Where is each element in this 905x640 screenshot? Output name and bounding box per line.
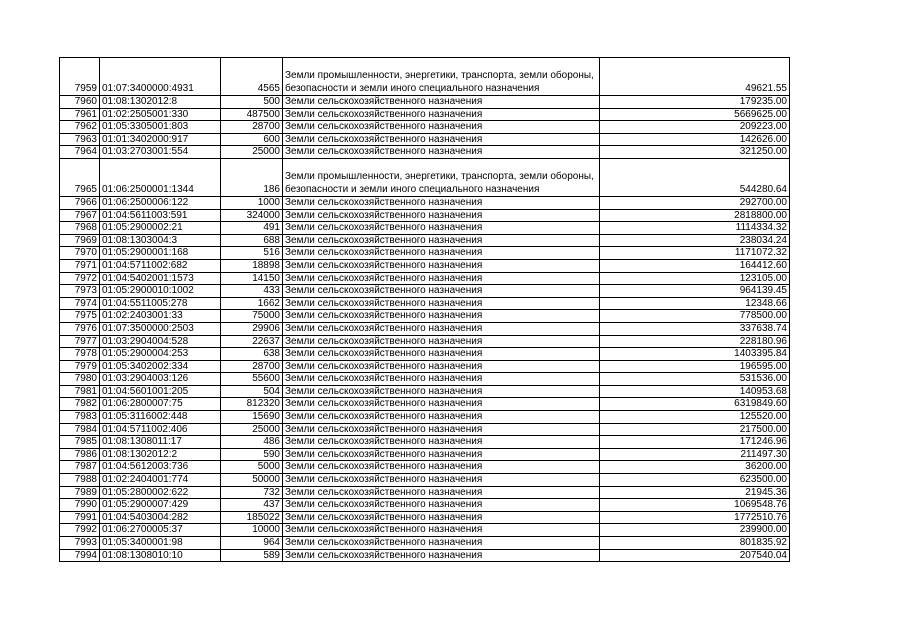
row-number-cell: 7959 xyxy=(60,58,100,96)
table-row xyxy=(60,335,790,348)
cadastral-number-cell: 01:04:5612003:736 xyxy=(100,461,221,474)
table-row xyxy=(60,511,790,524)
land-category-cell: Земли сельскохозяйственного назначения xyxy=(283,272,600,285)
cadastral-value-cell: 196595.00 xyxy=(600,360,790,373)
area-cell: 516 xyxy=(221,247,283,260)
land-category-cell: Земли сельскохозяйственного назначения xyxy=(283,196,600,209)
area-cell: 55600 xyxy=(221,373,283,386)
cadastral-value-cell: 123105.00 xyxy=(600,272,790,285)
cadastral-value-cell: 337638.74 xyxy=(600,322,790,335)
land-category-cell: Земли сельскохозяйственного назначения xyxy=(283,486,600,499)
table-row xyxy=(60,310,790,323)
land-category-cell: Земли сельскохозяйственного назначения xyxy=(283,146,600,159)
row-number-cell: 7971 xyxy=(60,259,100,272)
area-cell: 504 xyxy=(221,385,283,398)
cadastral-value-cell: 544280.64 xyxy=(600,158,790,196)
cadastral-value-cell: 6319849.60 xyxy=(600,398,790,411)
cadastral-number-cell: 01:05:2900007:429 xyxy=(100,499,221,512)
land-category-cell: Земли сельскохозяйственного назначения xyxy=(283,385,600,398)
area-cell: 10000 xyxy=(221,524,283,537)
row-number-cell: 7964 xyxy=(60,146,100,159)
cadastral-number-cell: 01:03:2904004:528 xyxy=(100,335,221,348)
cadastral-number-cell: 01:03:2904003:126 xyxy=(100,373,221,386)
land-category-cell: Земли сельскохозяйственного назначения xyxy=(283,335,600,348)
land-category-cell: Земли сельскохозяйственного назначения xyxy=(283,297,600,310)
row-number-cell: 7984 xyxy=(60,423,100,436)
cadastral-value-cell: 228180.96 xyxy=(600,335,790,348)
row-number-cell: 7963 xyxy=(60,133,100,146)
cadastral-value-cell: 209223.00 xyxy=(600,121,790,134)
row-number-cell: 7979 xyxy=(60,360,100,373)
land-category-cell: Земли сельскохозяйственного назначения xyxy=(283,234,600,247)
cadastral-number-cell: 01:06:2700005:37 xyxy=(100,524,221,537)
area-cell: 28700 xyxy=(221,121,283,134)
area-cell: 638 xyxy=(221,348,283,361)
table-row xyxy=(60,196,790,209)
row-number-cell: 7968 xyxy=(60,222,100,235)
cadastral-number-cell: 01:05:2900010:1002 xyxy=(100,285,221,298)
row-number-cell: 7985 xyxy=(60,436,100,449)
land-category-cell: Земли сельскохозяйственного назначения xyxy=(283,222,600,235)
land-category-cell: Земли сельскохозяйственного назначения xyxy=(283,436,600,449)
cadastral-number-cell: 01:04:5601001:205 xyxy=(100,385,221,398)
cadastral-number-cell: 01:02:2505001:330 xyxy=(100,108,221,121)
cadastral-value-cell: 21945.36 xyxy=(600,486,790,499)
row-number-cell: 7967 xyxy=(60,209,100,222)
table-row xyxy=(60,348,790,361)
cadastral-value-cell: 125520.00 xyxy=(600,411,790,424)
area-cell: 4565 xyxy=(221,58,283,96)
row-number-cell: 7974 xyxy=(60,297,100,310)
cadastral-value-cell: 179235.00 xyxy=(600,96,790,109)
cadastral-number-cell: 01:04:5611003:591 xyxy=(100,209,221,222)
area-cell: 22637 xyxy=(221,335,283,348)
row-number-cell: 7993 xyxy=(60,537,100,550)
area-cell: 185022 xyxy=(221,511,283,524)
area-cell: 75000 xyxy=(221,310,283,323)
row-number-cell: 7982 xyxy=(60,398,100,411)
land-category-cell: Земли сельскохозяйственного назначения xyxy=(283,373,600,386)
table-row xyxy=(60,474,790,487)
cadastral-value-cell: 1069548.76 xyxy=(600,499,790,512)
row-number-cell: 7965 xyxy=(60,158,100,196)
cadastral-number-cell: 01:04:5711002:406 xyxy=(100,423,221,436)
cadastral-value-cell: 2818800.00 xyxy=(600,209,790,222)
row-number-cell: 7977 xyxy=(60,335,100,348)
land-category-cell: Земли сельскохозяйственного назначения xyxy=(283,360,600,373)
cadastral-value-cell: 239900.00 xyxy=(600,524,790,537)
cadastral-number-cell: 01:05:3305001:803 xyxy=(100,121,221,134)
row-number-cell: 7962 xyxy=(60,121,100,134)
table-row xyxy=(60,133,790,146)
cadastral-value-cell: 321250.00 xyxy=(600,146,790,159)
cadastral-number-cell: 01:05:3402002:334 xyxy=(100,360,221,373)
row-number-cell: 7976 xyxy=(60,322,100,335)
area-cell: 186 xyxy=(221,158,283,196)
cadastral-value-cell: 36200.00 xyxy=(600,461,790,474)
area-cell: 5000 xyxy=(221,461,283,474)
cadastral-number-cell: 01:06:2500006:122 xyxy=(100,196,221,209)
cadastral-value-cell: 1772510.76 xyxy=(600,511,790,524)
table-row xyxy=(60,297,790,310)
area-cell: 600 xyxy=(221,133,283,146)
land-category-cell: Земли сельскохозяйственного назначения xyxy=(283,511,600,524)
cadastral-number-cell: 01:04:5403004:282 xyxy=(100,511,221,524)
cadastral-value-cell: 238034.24 xyxy=(600,234,790,247)
cadastral-number-cell: 01:07:3500000:2503 xyxy=(100,322,221,335)
cadastral-number-cell: 01:01:3402000:917 xyxy=(100,133,221,146)
cadastral-number-cell: 01:05:2800002:622 xyxy=(100,486,221,499)
area-cell: 28700 xyxy=(221,360,283,373)
land-category-cell: Земли сельскохозяйственного назначения xyxy=(283,524,600,537)
table-row xyxy=(60,121,790,134)
area-cell: 491 xyxy=(221,222,283,235)
area-cell: 964 xyxy=(221,537,283,550)
land-category-cell: Земли сельскохозяйственного назначения xyxy=(283,133,600,146)
area-cell: 15690 xyxy=(221,411,283,424)
land-category-cell: Земли промышленности, энергетики, транспорта, земли обороны, безопасности и земли иного специального назначения xyxy=(283,158,600,196)
area-cell: 1662 xyxy=(221,297,283,310)
land-category-cell: Земли сельскохозяйственного назначения xyxy=(283,411,600,424)
cadastral-value-cell: 5669625.00 xyxy=(600,108,790,121)
row-number-cell: 7991 xyxy=(60,511,100,524)
land-category-cell: Земли сельскохозяйственного назначения xyxy=(283,121,600,134)
cadastral-value-cell: 801835.92 xyxy=(600,537,790,550)
land-category-cell: Земли сельскохозяйственного назначения xyxy=(283,259,600,272)
cadastral-value-cell: 292700.00 xyxy=(600,196,790,209)
cadastral-value-cell: 211497.30 xyxy=(600,448,790,461)
land-category-cell: Земли сельскохозяйственного назначения xyxy=(283,448,600,461)
table-row xyxy=(60,58,790,96)
area-cell: 433 xyxy=(221,285,283,298)
cadastral-number-cell: 01:04:5511005:278 xyxy=(100,297,221,310)
cadastral-number-cell: 01:08:1303004:3 xyxy=(100,234,221,247)
area-cell: 1000 xyxy=(221,196,283,209)
table-row xyxy=(60,385,790,398)
area-cell: 589 xyxy=(221,549,283,562)
area-cell: 18898 xyxy=(221,259,283,272)
table-row xyxy=(60,448,790,461)
table-row xyxy=(60,259,790,272)
row-number-cell: 7994 xyxy=(60,549,100,562)
area-cell: 25000 xyxy=(221,146,283,159)
cadastral-value-cell: 12348.66 xyxy=(600,297,790,310)
row-number-cell: 7987 xyxy=(60,461,100,474)
cadastral-value-cell: 140953.68 xyxy=(600,385,790,398)
area-cell: 29906 xyxy=(221,322,283,335)
row-number-cell: 7975 xyxy=(60,310,100,323)
land-category-cell: Земли промышленности, энергетики, транспорта, земли обороны, безопасности и земли иного специального назначения xyxy=(283,58,600,96)
table-row xyxy=(60,234,790,247)
table-row xyxy=(60,398,790,411)
cadastral-value-cell: 1114334.32 xyxy=(600,222,790,235)
cadastral-value-cell: 217500.00 xyxy=(600,423,790,436)
table-row xyxy=(60,247,790,260)
cadastral-number-cell: 01:04:5711002:682 xyxy=(100,259,221,272)
land-category-cell: Земли сельскохозяйственного назначения xyxy=(283,537,600,550)
table-row xyxy=(60,537,790,550)
row-number-cell: 7980 xyxy=(60,373,100,386)
table-row xyxy=(60,272,790,285)
row-number-cell: 7989 xyxy=(60,486,100,499)
area-cell: 50000 xyxy=(221,474,283,487)
table-row xyxy=(60,108,790,121)
cadastral-value-cell: 531536.00 xyxy=(600,373,790,386)
cadastral-number-cell: 01:05:2900001:168 xyxy=(100,247,221,260)
row-number-cell: 7973 xyxy=(60,285,100,298)
row-number-cell: 7970 xyxy=(60,247,100,260)
cadastral-number-cell: 01:08:1302012:2 xyxy=(100,448,221,461)
cadastral-value-cell: 171246.96 xyxy=(600,436,790,449)
cadastral-number-cell: 01:08:1308010:10 xyxy=(100,549,221,562)
row-number-cell: 7966 xyxy=(60,196,100,209)
table-row xyxy=(60,146,790,159)
row-number-cell: 7961 xyxy=(60,108,100,121)
table-row xyxy=(60,222,790,235)
cadastral-value-cell: 964139.45 xyxy=(600,285,790,298)
cadastral-number-cell: 01:07:3400000:4931 xyxy=(100,58,221,96)
table-row xyxy=(60,285,790,298)
area-cell: 14150 xyxy=(221,272,283,285)
cadastral-value-cell: 1403395.84 xyxy=(600,348,790,361)
land-category-cell: Земли сельскохозяйственного назначения xyxy=(283,322,600,335)
cadastral-value-cell: 164412.60 xyxy=(600,259,790,272)
land-category-cell: Земли сельскохозяйственного назначения xyxy=(283,108,600,121)
land-plots-table xyxy=(59,57,790,562)
cadastral-number-cell: 01:06:2500001:1344 xyxy=(100,158,221,196)
table-row xyxy=(60,549,790,562)
area-cell: 324000 xyxy=(221,209,283,222)
row-number-cell: 7978 xyxy=(60,348,100,361)
land-category-cell: Земли сельскохозяйственного назначения xyxy=(283,209,600,222)
cadastral-value-cell: 142626.00 xyxy=(600,133,790,146)
area-cell: 487500 xyxy=(221,108,283,121)
land-category-cell: Земли сельскохозяйственного назначения xyxy=(283,96,600,109)
table-row xyxy=(60,373,790,386)
land-category-cell: Земли сельскохозяйственного назначения xyxy=(283,348,600,361)
row-number-cell: 7990 xyxy=(60,499,100,512)
row-number-cell: 7988 xyxy=(60,474,100,487)
row-number-cell: 7992 xyxy=(60,524,100,537)
table-row xyxy=(60,322,790,335)
cadastral-value-cell: 1171072.32 xyxy=(600,247,790,260)
table-body xyxy=(60,58,790,562)
area-cell: 25000 xyxy=(221,423,283,436)
land-category-cell: Земли сельскохозяйственного назначения xyxy=(283,549,600,562)
land-category-cell: Земли сельскохозяйственного назначения xyxy=(283,310,600,323)
table-row xyxy=(60,461,790,474)
cadastral-number-cell: 01:04:5402001:1573 xyxy=(100,272,221,285)
land-category-cell: Земли сельскохозяйственного назначения xyxy=(283,461,600,474)
cadastral-number-cell: 01:05:3400001:98 xyxy=(100,537,221,550)
cadastral-number-cell: 01:02:2403001:33 xyxy=(100,310,221,323)
area-cell: 437 xyxy=(221,499,283,512)
cadastral-value-cell: 623500.00 xyxy=(600,474,790,487)
area-cell: 500 xyxy=(221,96,283,109)
table-row xyxy=(60,96,790,109)
table-row xyxy=(60,158,790,196)
land-category-cell: Земли сельскохозяйственного назначения xyxy=(283,285,600,298)
cadastral-number-cell: 01:03:2703001:554 xyxy=(100,146,221,159)
row-number-cell: 7969 xyxy=(60,234,100,247)
area-cell: 688 xyxy=(221,234,283,247)
cadastral-value-cell: 207540.04 xyxy=(600,549,790,562)
cadastral-number-cell: 01:05:2900004:253 xyxy=(100,348,221,361)
land-category-cell: Земли сельскохозяйственного назначения xyxy=(283,398,600,411)
cadastral-number-cell: 01:02:2404001:774 xyxy=(100,474,221,487)
table-row xyxy=(60,423,790,436)
row-number-cell: 7983 xyxy=(60,411,100,424)
cadastral-number-cell: 01:05:2900002:21 xyxy=(100,222,221,235)
cadastral-value-cell: 778500.00 xyxy=(600,310,790,323)
area-cell: 590 xyxy=(221,448,283,461)
row-number-cell: 7986 xyxy=(60,448,100,461)
cadastral-value-cell: 49621.55 xyxy=(600,58,790,96)
area-cell: 732 xyxy=(221,486,283,499)
table-row xyxy=(60,499,790,512)
land-category-cell: Земли сельскохозяйственного назначения xyxy=(283,474,600,487)
table-row xyxy=(60,436,790,449)
land-category-cell: Земли сельскохозяйственного назначения xyxy=(283,423,600,436)
cadastral-number-cell: 01:08:1302012:8 xyxy=(100,96,221,109)
row-number-cell: 7972 xyxy=(60,272,100,285)
area-cell: 812320 xyxy=(221,398,283,411)
row-number-cell: 7981 xyxy=(60,385,100,398)
area-cell: 486 xyxy=(221,436,283,449)
land-category-cell: Земли сельскохозяйственного назначения xyxy=(283,247,600,260)
cadastral-number-cell: 01:08:1308011:17 xyxy=(100,436,221,449)
table-row xyxy=(60,486,790,499)
cadastral-number-cell: 01:06:2800007:75 xyxy=(100,398,221,411)
table-row xyxy=(60,209,790,222)
table-row xyxy=(60,524,790,537)
table-row xyxy=(60,360,790,373)
cadastral-number-cell: 01:05:3116002:448 xyxy=(100,411,221,424)
row-number-cell: 7960 xyxy=(60,96,100,109)
table-row xyxy=(60,411,790,424)
land-category-cell: Земли сельскохозяйственного назначения xyxy=(283,499,600,512)
